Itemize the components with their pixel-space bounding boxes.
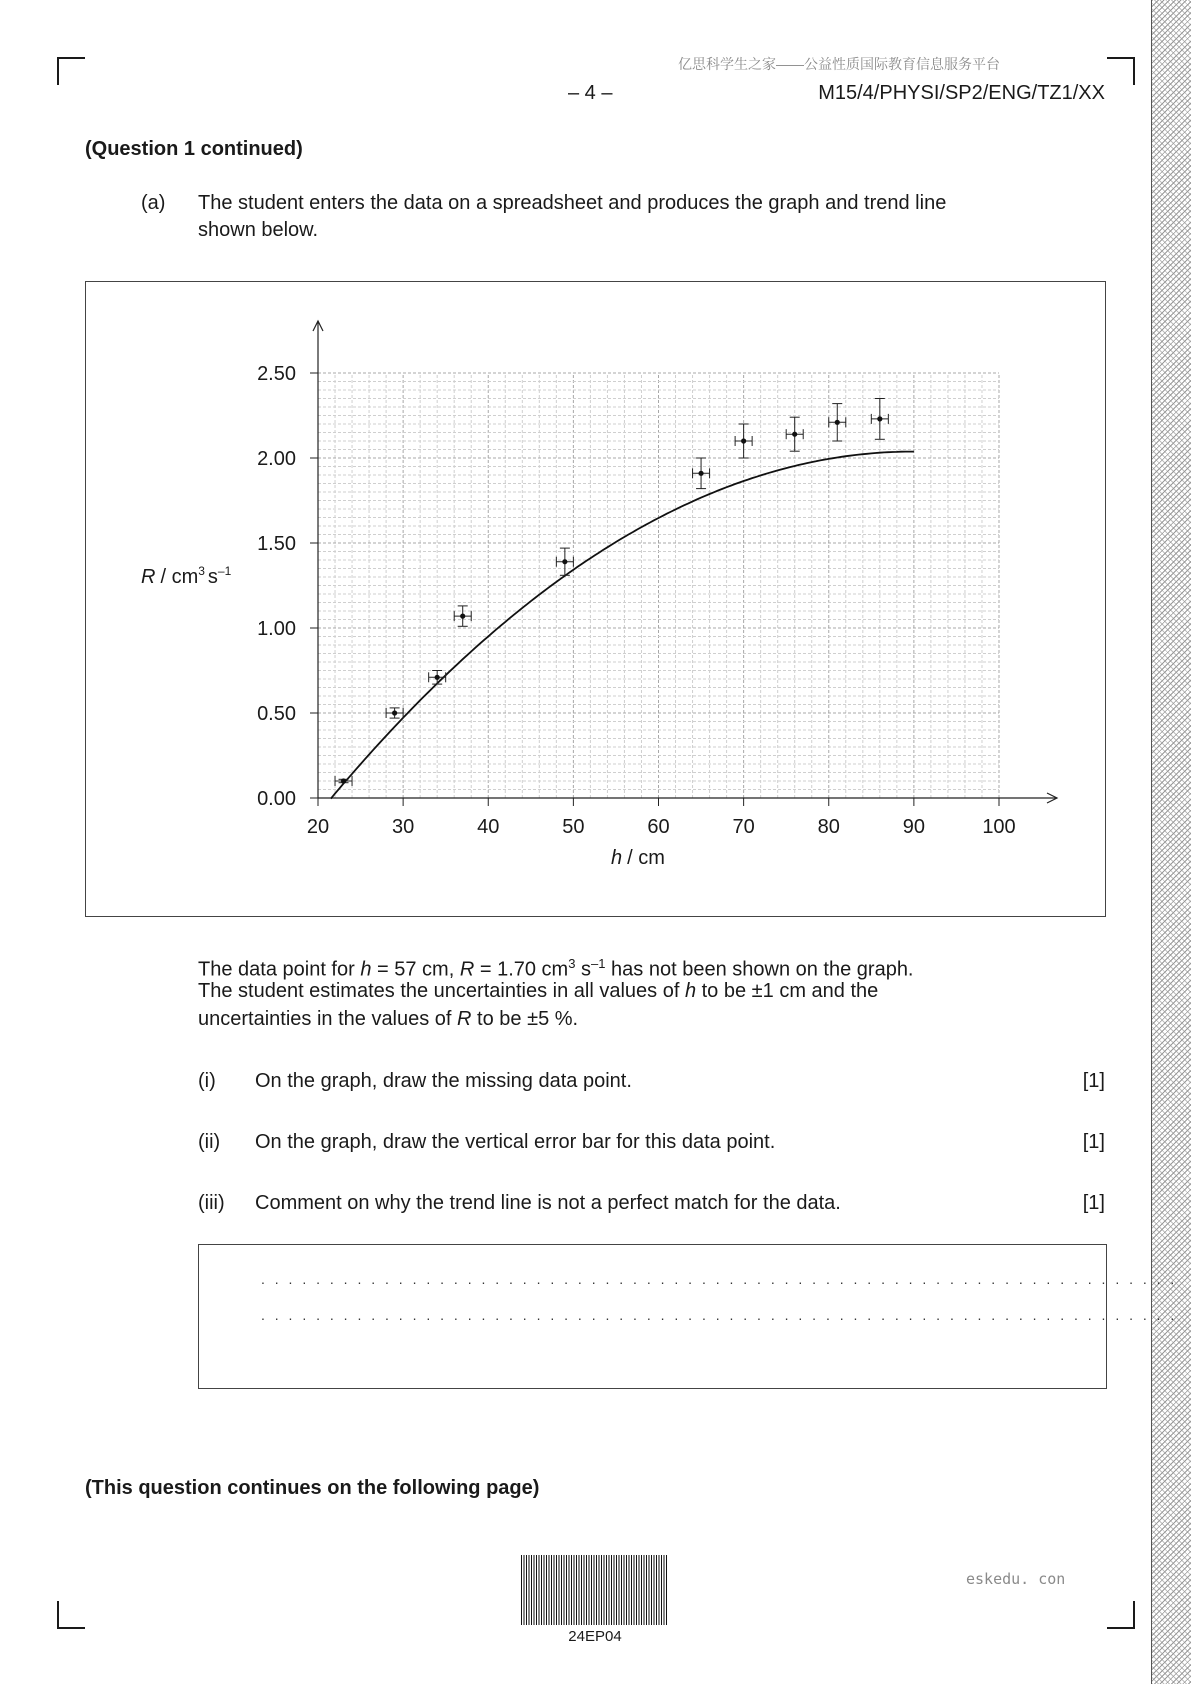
barcode-bar [626, 1555, 627, 1625]
uncertainty-text-line1: The student estimates the uncertainties in all values of h to be ±1 cm and the [198, 980, 879, 1002]
x-tick-label: 20 [306, 816, 330, 838]
data-point-description: The data point for h = 57 cm, R = 1.70 $cm^3$ $s^{-1}$ has not been shown on the graph. [198, 956, 914, 981]
barcode-bar [581, 1555, 582, 1625]
barcode-bar [611, 1555, 612, 1625]
barcode-bar [651, 1555, 652, 1625]
data-point [786, 417, 803, 451]
barcode [521, 1555, 669, 1625]
barcode-bar [601, 1555, 602, 1625]
data-point-marker [460, 614, 465, 619]
barcode-bar [534, 1555, 535, 1625]
subpart-i-label: (i) [198, 1070, 216, 1092]
crop-mark-top-right [1107, 57, 1135, 85]
barcode-bar [524, 1555, 525, 1625]
barcode-bar [646, 1555, 647, 1625]
barcode-bar [599, 1555, 600, 1625]
part-a-text-line1: The student enters the data on a spreadsheet and produces the graph and trend line [198, 192, 947, 214]
barcode-bar [656, 1555, 657, 1625]
barcode-bar [551, 1555, 552, 1625]
answer-line-1[interactable]: . . . . . . . . . . . . . . . . . . . . . . . . . . . . . . . . . . . . . . . . . . . . . . . . . . . . . . . . . . . . . . . . . . . [261, 1271, 1178, 1287]
data-point-marker [341, 778, 346, 783]
barcode-label: 24EP04 [568, 1628, 622, 1645]
x-tick-label: 50 [562, 816, 585, 838]
header-watermark: 亿思科学生之家——公益性质国际教育信息服务平台 [678, 56, 1000, 72]
answer-line-2[interactable]: . . . . . . . . . . . . . . . . . . . . . . . . . . . . . . . . . . . . . . . . . . . . . . . . . . . . . . . . . . . . . . . . . . . [261, 1307, 1178, 1323]
x-axis-label [611, 847, 665, 869]
barcode-bar [536, 1555, 537, 1625]
barcode-bar [564, 1555, 565, 1625]
rate-vs-height-chart [86, 282, 1105, 916]
y-tick-label: 1.00 [257, 618, 296, 640]
data-point-marker [792, 432, 797, 437]
data-point [693, 458, 710, 489]
subpart-i-text: On the graph, draw the missing data point. [255, 1070, 632, 1092]
barcode-bar [631, 1555, 632, 1625]
barcode-bar [634, 1555, 635, 1625]
barcode-bar [641, 1555, 642, 1625]
crop-mark-bottom-left [57, 1601, 85, 1629]
barcode-bar [531, 1555, 532, 1625]
barcode-bar [571, 1555, 572, 1625]
barcode-bar [644, 1555, 645, 1625]
barcode-bar [556, 1555, 557, 1625]
data-point [386, 708, 403, 718]
x-tick-label: 90 [902, 816, 925, 838]
barcode-bar [579, 1555, 580, 1625]
var-R: R [459, 958, 475, 981]
subpart-ii-text: On the graph, draw the vertical error bar for this data point. [255, 1131, 776, 1153]
x-tick-label: 30 [392, 816, 415, 838]
chart-grid [318, 373, 999, 798]
barcode-bar [574, 1555, 575, 1625]
barcode-bar [549, 1555, 550, 1625]
subpart-iii-label: (iii) [198, 1192, 225, 1214]
hatched-margin-strip [1151, 0, 1191, 1684]
barcode-bar [546, 1555, 547, 1625]
x-axis-label-var: h [611, 847, 623, 869]
data-point [871, 399, 888, 440]
data-point [454, 606, 471, 626]
y-tick-label: 2.50 [257, 363, 296, 385]
chart-ticks [257, 363, 1016, 838]
barcode-bar [584, 1555, 585, 1625]
barcode-bar [541, 1555, 542, 1625]
subpart-iii-marks: [1] [1082, 1192, 1105, 1214]
barcode-bar [664, 1555, 665, 1625]
part-a-label: (a) [141, 192, 166, 214]
graph-frame [85, 281, 1106, 917]
y-axis-label-s: s [207, 566, 218, 588]
data-point-marker [835, 420, 840, 425]
data-point-marker [698, 471, 703, 476]
footer-site-watermark: eskedu. con [966, 1570, 1066, 1588]
crop-mark-top-left [57, 57, 85, 85]
subpart-ii-marks: [1] [1082, 1131, 1105, 1153]
barcode-bar [529, 1555, 530, 1625]
barcode-bar [661, 1555, 662, 1625]
y-axis-label-unit: / cm [160, 566, 199, 588]
data-points-group [335, 399, 888, 787]
barcode-bar [554, 1555, 555, 1625]
continues-note: (This question continues on the following page) [85, 1477, 540, 1499]
barcode-bar [649, 1555, 650, 1625]
x-axis-label-unit: / cm [627, 847, 665, 869]
data-point-marker [392, 710, 397, 715]
barcode-bar [621, 1555, 622, 1625]
barcode-bar [526, 1555, 527, 1625]
data-point-marker [741, 438, 746, 443]
barcode-bar [561, 1555, 562, 1625]
barcode-bar [576, 1555, 577, 1625]
data-point-marker [435, 675, 440, 680]
x-tick-label: 40 [477, 816, 500, 838]
barcode-bar [659, 1555, 660, 1625]
barcode-bar [624, 1555, 625, 1625]
barcode-bar [544, 1555, 545, 1625]
data-point [429, 671, 446, 685]
answer-box[interactable] [198, 1244, 1178, 1389]
barcode-bar [639, 1555, 640, 1625]
barcode-bar [539, 1555, 540, 1625]
barcode-bar [606, 1555, 607, 1625]
y-tick-label: 1.50 [257, 533, 296, 555]
barcode-bar [596, 1555, 597, 1625]
y-axis-label-var: R [141, 566, 156, 588]
barcode-bar [636, 1555, 637, 1625]
barcode-bar [629, 1555, 630, 1625]
x-tick-label: 100 [982, 816, 1016, 838]
x-tick-label: 60 [647, 816, 670, 838]
barcode-bar [589, 1555, 590, 1625]
barcode-bar [616, 1555, 617, 1625]
part-a-text-line2: shown below. [198, 219, 319, 241]
data-point-marker [562, 559, 567, 564]
data-point [829, 404, 846, 441]
subpart-i-marks: [1] [1082, 1070, 1105, 1092]
y-tick-label: 0.50 [257, 703, 296, 725]
subpart-ii-label: (ii) [198, 1131, 221, 1153]
x-tick-label: 80 [817, 816, 840, 838]
data-point [735, 424, 752, 458]
y-axis-label-sup2: –1 [217, 564, 232, 578]
data-point-marker [877, 416, 882, 421]
barcode-bar [586, 1555, 587, 1625]
barcode-bar [666, 1555, 667, 1625]
barcode-bar [521, 1555, 522, 1625]
barcode-bar [569, 1555, 570, 1625]
barcode-bar [604, 1555, 605, 1625]
var-h: h [360, 958, 372, 981]
page-number: – 4 – [568, 82, 613, 104]
y-axis-label-sup1: 3 [198, 564, 205, 578]
y-tick-label: 0.00 [257, 788, 296, 810]
y-axis-label [141, 564, 232, 588]
barcode-bar [654, 1555, 655, 1625]
question-continued-heading: (Question 1 continued) [85, 138, 303, 160]
uncertainty-text-line2: uncertainties in the values of R to be ±5 %. [198, 1008, 579, 1030]
barcode-bar [566, 1555, 567, 1625]
y-tick-label: 2.00 [257, 448, 296, 470]
chart-axes [313, 321, 1057, 803]
x-tick-label: 70 [732, 816, 755, 838]
barcode-bar [614, 1555, 615, 1625]
subpart-iii-text: Comment on why the trend line is not a perfect match for the data. [255, 1192, 841, 1214]
paper-code: M15/4/PHYSI/SP2/ENG/TZ1/XX [818, 82, 1105, 104]
barcode-bar [559, 1555, 560, 1625]
barcode-bar [591, 1555, 592, 1625]
barcode-bar [619, 1555, 620, 1625]
crop-mark-bottom-right [1107, 1601, 1135, 1629]
barcode-bar [594, 1555, 595, 1625]
barcode-bar [609, 1555, 610, 1625]
